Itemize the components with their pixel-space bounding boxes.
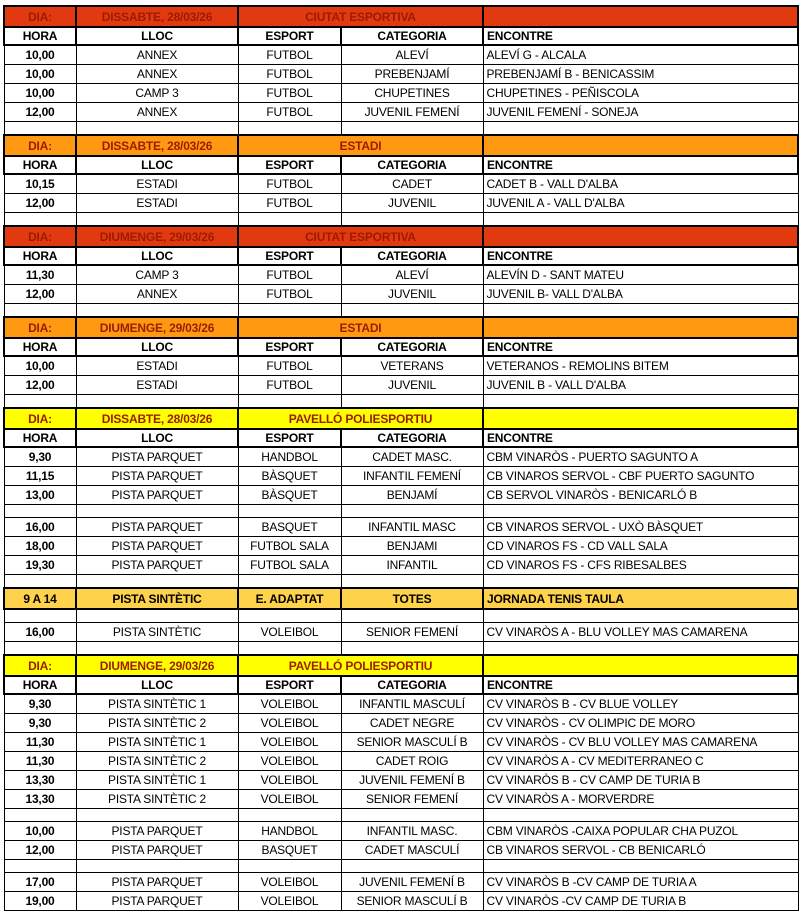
day-row [4, 6, 798, 27]
day-date-cell: DISSABTE, 28/03/26 [76, 6, 238, 27]
col-header-esport: ESPORT [238, 27, 341, 45]
encontre-cell: CBM VINARÒS - PUERTO SAGUNTO A [483, 447, 798, 467]
esport-cell: FUTBOL [238, 84, 341, 103]
encontre-cell: VETERANOS - REMOLINS BITEM [483, 356, 798, 376]
spacer-encontre-cell [483, 505, 798, 518]
esport-cell: FUTBOL SALA [238, 556, 341, 575]
encontre-cell: CD VINAROS FS - CFS RIBESALBES [483, 556, 798, 575]
col-header-esport: ESPORT [238, 156, 341, 174]
match-row [4, 537, 798, 556]
day-venue-cell: PAVELLÓ POLIESPORTIU [238, 655, 483, 676]
col-header-encontre: ENCONTRE [483, 338, 798, 356]
day-date-cell: DISSABTE, 28/03/26 [76, 135, 238, 156]
spacer-lloc-cell [76, 304, 238, 318]
spacer-lloc-cell [76, 809, 238, 822]
lloc-cell: ANNEX [76, 65, 238, 84]
hora-cell: 9,30 [4, 447, 76, 467]
encontre-cell: JUVENIL FEMENÍ - SONEJA [483, 103, 798, 122]
spacer-lloc-cell [76, 642, 238, 656]
hora-cell: 10,00 [4, 822, 76, 841]
esport-cell: VOLEIBOL [238, 623, 341, 642]
categoria-cell: INFANTIL [341, 556, 483, 575]
day-venue-cell: ESTADI [238, 317, 483, 338]
day-label-cell: DIA: [4, 6, 76, 27]
hora-cell: 11,15 [4, 467, 76, 486]
categoria-cell: CADET MASCULÍ [341, 841, 483, 860]
day-empty-cell [483, 317, 798, 338]
lloc-cell: ANNEX [76, 103, 238, 122]
categoria-cell: CADET NEGRE [341, 714, 483, 733]
col-header-encontre: ENCONTRE [483, 429, 798, 447]
day-label-cell: DIA: [4, 226, 76, 247]
spacer-lloc-cell [76, 122, 238, 136]
encontre-cell: JUVENIL B- VALL D'ALBA [483, 285, 798, 304]
categoria-cell: INFANTIL MASC. [341, 822, 483, 841]
esport-cell: FUTBOL [238, 103, 341, 122]
col-header-encontre: ENCONTRE [483, 247, 798, 265]
day-empty-cell [483, 6, 798, 27]
day-label-cell: DIA: [4, 408, 76, 429]
esport-cell: E. ADAPTAT [238, 588, 341, 609]
lloc-cell: PISTA SINTÈTIC 2 [76, 752, 238, 771]
match-row [4, 447, 798, 467]
lloc-cell: PISTA PARQUET [76, 873, 238, 892]
categoria-cell: PREBENJAMÍ [341, 65, 483, 84]
spacer-hora-cell [4, 304, 76, 318]
spacer-row [4, 609, 798, 623]
hora-cell: 12,00 [4, 194, 76, 213]
col-header-categoria: CATEGORIA [341, 429, 483, 447]
cols-row [4, 676, 798, 694]
spacer-encontre-cell [483, 809, 798, 822]
encontre-cell: CB VINAROS SERVOL - CB BENICARLÓ [483, 841, 798, 860]
hora-cell: 11,30 [4, 733, 76, 752]
spacer-categoria-cell [341, 860, 483, 873]
lloc-cell: PISTA SINTÈTIC 1 [76, 694, 238, 714]
hora-cell: 11,30 [4, 265, 76, 285]
lloc-cell: PISTA PARQUET [76, 447, 238, 467]
spacer-encontre-cell [483, 642, 798, 656]
spacer-lloc-cell [76, 395, 238, 409]
categoria-cell: CADET [341, 174, 483, 194]
esport-cell: HANDBOL [238, 822, 341, 841]
categoria-cell: VETERANS [341, 356, 483, 376]
hora-cell: 12,00 [4, 841, 76, 860]
match-row [4, 467, 798, 486]
match-row [4, 65, 798, 84]
categoria-cell: JUVENIL [341, 194, 483, 213]
esport-cell: VOLEIBOL [238, 873, 341, 892]
spacer-categoria-cell [341, 122, 483, 136]
match-row [4, 841, 798, 860]
spacer-hora-cell [4, 809, 76, 822]
categoria-cell: SENIOR MASCULÍ B [341, 892, 483, 911]
day-label-cell: DIA: [4, 317, 76, 338]
col-header-lloc: LLOC [76, 27, 238, 45]
lloc-cell: PISTA PARQUET [76, 841, 238, 860]
col-header-hora: HORA [4, 429, 76, 447]
esport-cell: VOLEIBOL [238, 790, 341, 809]
categoria-cell: CADET MASC. [341, 447, 483, 467]
esport-cell: FUTBOL [238, 194, 341, 213]
day-venue-cell: CIUTAT ESPORTIVA [238, 6, 483, 27]
spacer-encontre-cell [483, 609, 798, 623]
hora-cell: 11,30 [4, 752, 76, 771]
esport-cell: BÀSQUET [238, 486, 341, 505]
lloc-cell: PISTA SINTÈTIC 1 [76, 771, 238, 790]
hora-cell: 16,00 [4, 623, 76, 642]
lloc-cell: PISTA PARQUET [76, 486, 238, 505]
categoria-cell: JUVENIL FEMENÍ [341, 103, 483, 122]
schedule-body [4, 6, 798, 911]
lloc-cell: PISTA PARQUET [76, 537, 238, 556]
day-date-cell: DISSABTE, 28/03/26 [76, 408, 238, 429]
esport-cell: VOLEIBOL [238, 733, 341, 752]
encontre-cell: JORNADA TENIS TAULA [483, 588, 798, 609]
match-row [4, 892, 798, 911]
col-header-encontre: ENCONTRE [483, 27, 798, 45]
col-header-lloc: LLOC [76, 429, 238, 447]
spacer-row [4, 304, 798, 318]
day-row [4, 317, 798, 338]
col-header-esport: ESPORT [238, 676, 341, 694]
spacer-categoria-cell [341, 609, 483, 623]
spacer-hora-cell [4, 609, 76, 623]
encontre-cell: CV VINARÒS -CV CAMP DE TURIA B [483, 892, 798, 911]
spacer-categoria-cell [341, 575, 483, 589]
spacer-lloc-cell [76, 860, 238, 873]
categoria-cell: JUVENIL [341, 376, 483, 395]
day-date-cell: DIUMENGE, 29/03/26 [76, 655, 238, 676]
esport-cell: FUTBOL [238, 45, 341, 65]
categoria-cell: BENJAMÍ [341, 486, 483, 505]
match-row [4, 790, 798, 809]
categoria-cell: INFANTIL MASCULÍ [341, 694, 483, 714]
match-row [4, 822, 798, 841]
encontre-cell: CB SERVOL VINARÒS - BENICARLÓ B [483, 486, 798, 505]
spacer-encontre-cell [483, 575, 798, 589]
categoria-cell: BENJAMI [341, 537, 483, 556]
categoria-cell: INFANTIL MASC [341, 518, 483, 537]
col-header-categoria: CATEGORIA [341, 27, 483, 45]
encontre-cell: ALEVÍ G - ALCALA [483, 45, 798, 65]
spacer-hora-cell [4, 395, 76, 409]
col-header-encontre: ENCONTRE [483, 156, 798, 174]
lloc-cell: ANNEX [76, 285, 238, 304]
hora-cell: 10,15 [4, 174, 76, 194]
esport-cell: FUTBOL [238, 265, 341, 285]
encontre-cell: PREBENJAMÍ B - BENICASSIM [483, 65, 798, 84]
hora-cell: 16,00 [4, 518, 76, 537]
day-date-cell: DIUMENGE, 29/03/26 [76, 317, 238, 338]
encontre-cell: CHUPETINES - PEÑISCOLA [483, 84, 798, 103]
col-header-hora: HORA [4, 247, 76, 265]
spacer-encontre-cell [483, 213, 798, 227]
spacer-esport-cell [238, 642, 341, 656]
cols-row [4, 338, 798, 356]
esport-cell: FUTBOL [238, 356, 341, 376]
spacer-row [4, 642, 798, 656]
day-empty-cell [483, 408, 798, 429]
spacer-esport-cell [238, 213, 341, 227]
encontre-cell: CV VINARÒS - CV OLIMPIC DE MORO [483, 714, 798, 733]
spacer-row [4, 575, 798, 589]
categoria-cell: INFANTIL FEMENÍ [341, 467, 483, 486]
spacer-categoria-cell [341, 304, 483, 318]
spacer-encontre-cell [483, 304, 798, 318]
special-row [4, 588, 798, 609]
encontre-cell: ALEVÍN D - SANT MATEU [483, 265, 798, 285]
categoria-cell: ALEVÍ [341, 265, 483, 285]
lloc-cell: ESTADI [76, 356, 238, 376]
spacer-encontre-cell [483, 122, 798, 136]
spacer-categoria-cell [341, 809, 483, 822]
categoria-cell: JUVENIL FEMENÍ B [341, 771, 483, 790]
col-header-esport: ESPORT [238, 338, 341, 356]
schedule-sheet [0, 5, 800, 908]
esport-cell: VOLEIBOL [238, 752, 341, 771]
hora-cell: 18,00 [4, 537, 76, 556]
categoria-cell: SENIOR FEMENÍ [341, 623, 483, 642]
spacer-lloc-cell [76, 575, 238, 589]
day-venue-cell: CIUTAT ESPORTIVA [238, 226, 483, 247]
hora-cell: 10,00 [4, 45, 76, 65]
cols-row [4, 429, 798, 447]
col-header-esport: ESPORT [238, 247, 341, 265]
esport-cell: BASQUET [238, 518, 341, 537]
encontre-cell: CV VINARÒS A - BLU VOLLEY MAS CAMARENA [483, 623, 798, 642]
esport-cell: FUTBOL [238, 376, 341, 395]
match-row [4, 486, 798, 505]
lloc-cell: CAMP 3 [76, 265, 238, 285]
col-header-lloc: LLOC [76, 156, 238, 174]
encontre-cell: CV VINARÒS B - CV CAMP DE TURIA B [483, 771, 798, 790]
lloc-cell: PISTA PARQUET [76, 556, 238, 575]
hora-cell: 10,00 [4, 65, 76, 84]
col-header-categoria: CATEGORIA [341, 338, 483, 356]
match-row [4, 556, 798, 575]
hora-cell: 12,00 [4, 103, 76, 122]
hora-cell: 9,30 [4, 714, 76, 733]
categoria-cell: SENIOR FEMENÍ [341, 790, 483, 809]
encontre-cell: CADET B - VALL D'ALBA [483, 174, 798, 194]
col-header-lloc: LLOC [76, 338, 238, 356]
esport-cell: FUTBOL [238, 174, 341, 194]
lloc-cell: ESTADI [76, 174, 238, 194]
lloc-cell: PISTA SINTÈTIC [76, 588, 238, 609]
col-header-hora: HORA [4, 338, 76, 356]
esport-cell: VOLEIBOL [238, 714, 341, 733]
spacer-encontre-cell [483, 860, 798, 873]
col-header-lloc: LLOC [76, 247, 238, 265]
match-row [4, 623, 798, 642]
encontre-cell: CB VINAROS SERVOL - UXÒ BÀSQUET [483, 518, 798, 537]
hora-cell: 19,30 [4, 556, 76, 575]
match-row [4, 103, 798, 122]
col-header-lloc: LLOC [76, 676, 238, 694]
match-row [4, 771, 798, 790]
hora-cell: 9 A 14 [4, 588, 76, 609]
match-row [4, 873, 798, 892]
lloc-cell: PISTA PARQUET [76, 518, 238, 537]
lloc-cell: PISTA SINTÈTIC 1 [76, 733, 238, 752]
categoria-cell: CADET ROIG [341, 752, 483, 771]
col-header-encontre: ENCONTRE [483, 676, 798, 694]
lloc-cell: PISTA PARQUET [76, 467, 238, 486]
categoria-cell: CHUPETINES [341, 84, 483, 103]
spacer-hora-cell [4, 505, 76, 518]
day-row [4, 655, 798, 676]
match-row [4, 518, 798, 537]
categoria-cell: TOTES [341, 588, 483, 609]
spacer-hora-cell [4, 122, 76, 136]
encontre-cell: CV VINARÒS - CV BLU VOLLEY MAS CAMARENA [483, 733, 798, 752]
lloc-cell: ESTADI [76, 194, 238, 213]
spacer-lloc-cell [76, 213, 238, 227]
match-row [4, 356, 798, 376]
lloc-cell: PISTA SINTÈTIC [76, 623, 238, 642]
spacer-esport-cell [238, 809, 341, 822]
day-venue-cell: ESTADI [238, 135, 483, 156]
encontre-cell: CBM VINARÒS -CAIXA POPULAR CHA PUZOL [483, 822, 798, 841]
day-row [4, 135, 798, 156]
spacer-esport-cell [238, 122, 341, 136]
categoria-cell: SENIOR MASCULÍ B [341, 733, 483, 752]
spacer-lloc-cell [76, 505, 238, 518]
spacer-row [4, 122, 798, 136]
hora-cell: 19,00 [4, 892, 76, 911]
categoria-cell: JUVENIL [341, 285, 483, 304]
lloc-cell: PISTA PARQUET [76, 822, 238, 841]
spacer-row [4, 809, 798, 822]
spacer-hora-cell [4, 213, 76, 227]
categoria-cell: JUVENIL FEMENÍ B [341, 873, 483, 892]
lloc-cell: PISTA SINTÈTIC 2 [76, 790, 238, 809]
col-header-categoria: CATEGORIA [341, 676, 483, 694]
categoria-cell: ALEVÍ [341, 45, 483, 65]
match-row [4, 194, 798, 213]
spacer-esport-cell [238, 304, 341, 318]
spacer-categoria-cell [341, 642, 483, 656]
hora-cell: 13,00 [4, 486, 76, 505]
lloc-cell: PISTA SINTÈTIC 2 [76, 714, 238, 733]
day-row [4, 408, 798, 429]
cols-row [4, 27, 798, 45]
hora-cell: 13,30 [4, 771, 76, 790]
match-row [4, 45, 798, 65]
esport-cell: FUTBOL [238, 285, 341, 304]
day-empty-cell [483, 226, 798, 247]
sports-schedule-table [3, 5, 799, 911]
match-row [4, 265, 798, 285]
encontre-cell: CV VINARÒS A - CV MEDITERRANEO C [483, 752, 798, 771]
col-header-categoria: CATEGORIA [341, 247, 483, 265]
esport-cell: BASQUET [238, 841, 341, 860]
spacer-esport-cell [238, 395, 341, 409]
esport-cell: VOLEIBOL [238, 892, 341, 911]
match-row [4, 694, 798, 714]
encontre-cell: CV VINARÒS B - CV BLUE VOLLEY [483, 694, 798, 714]
spacer-esport-cell [238, 505, 341, 518]
spacer-esport-cell [238, 860, 341, 873]
hora-cell: 10,00 [4, 356, 76, 376]
encontre-cell: JUVENIL B - VALL D'ALBA [483, 376, 798, 395]
cols-row [4, 247, 798, 265]
encontre-cell: JUVENIL A - VALL D'ALBA [483, 194, 798, 213]
esport-cell: BÀSQUET [238, 467, 341, 486]
spacer-esport-cell [238, 575, 341, 589]
lloc-cell: CAMP 3 [76, 84, 238, 103]
lloc-cell: ANNEX [76, 45, 238, 65]
match-row [4, 714, 798, 733]
match-row [4, 376, 798, 395]
col-header-hora: HORA [4, 676, 76, 694]
esport-cell: HANDBOL [238, 447, 341, 467]
spacer-hora-cell [4, 575, 76, 589]
lloc-cell: PISTA PARQUET [76, 892, 238, 911]
spacer-encontre-cell [483, 395, 798, 409]
spacer-categoria-cell [341, 395, 483, 409]
hora-cell: 17,00 [4, 873, 76, 892]
col-header-hora: HORA [4, 156, 76, 174]
day-date-cell: DIUMENGE, 29/03/26 [76, 226, 238, 247]
spacer-row [4, 505, 798, 518]
match-row [4, 733, 798, 752]
esport-cell: VOLEIBOL [238, 771, 341, 790]
cols-row [4, 156, 798, 174]
hora-cell: 10,00 [4, 84, 76, 103]
esport-cell: FUTBOL [238, 65, 341, 84]
col-header-esport: ESPORT [238, 429, 341, 447]
encontre-cell: CV VINARÒS B -CV CAMP DE TURIA A [483, 873, 798, 892]
encontre-cell: CV VINARÒS A - MORVERDRE [483, 790, 798, 809]
day-label-cell: DIA: [4, 655, 76, 676]
day-empty-cell [483, 135, 798, 156]
spacer-row [4, 860, 798, 873]
hora-cell: 12,00 [4, 376, 76, 395]
spacer-row [4, 395, 798, 409]
spacer-categoria-cell [341, 505, 483, 518]
encontre-cell: CD VINAROS FS - CD VALL SALA [483, 537, 798, 556]
match-row [4, 285, 798, 304]
spacer-lloc-cell [76, 609, 238, 623]
hora-cell: 9,30 [4, 694, 76, 714]
match-row [4, 752, 798, 771]
hora-cell: 13,30 [4, 790, 76, 809]
day-venue-cell: PAVELLÓ POLIESPORTIU [238, 408, 483, 429]
day-row [4, 226, 798, 247]
spacer-hora-cell [4, 642, 76, 656]
spacer-hora-cell [4, 860, 76, 873]
spacer-esport-cell [238, 609, 341, 623]
match-row [4, 174, 798, 194]
esport-cell: FUTBOL SALA [238, 537, 341, 556]
spacer-row [4, 213, 798, 227]
col-header-hora: HORA [4, 27, 76, 45]
day-label-cell: DIA: [4, 135, 76, 156]
hora-cell: 12,00 [4, 285, 76, 304]
lloc-cell: ESTADI [76, 376, 238, 395]
esport-cell: VOLEIBOL [238, 694, 341, 714]
col-header-categoria: CATEGORIA [341, 156, 483, 174]
spacer-categoria-cell [341, 213, 483, 227]
match-row [4, 84, 798, 103]
day-empty-cell [483, 655, 798, 676]
encontre-cell: CB VINAROS SERVOL - CBF PUERTO SAGUNTO [483, 467, 798, 486]
